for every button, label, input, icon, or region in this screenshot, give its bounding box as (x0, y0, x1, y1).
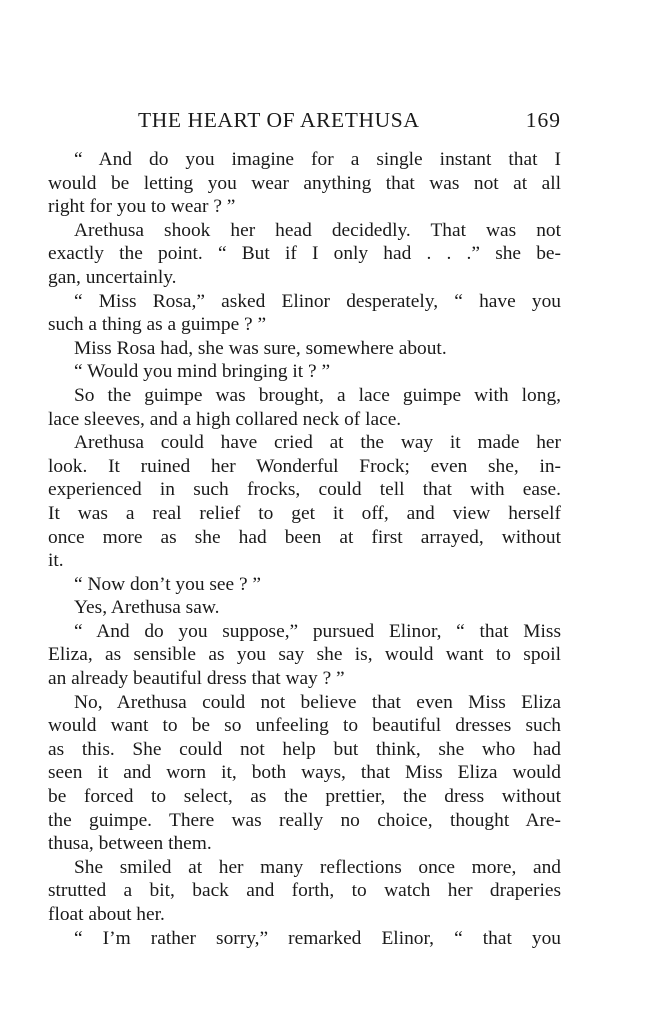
body-text (48, 148, 561, 950)
text-line: Yes, Arethusa saw. (74, 597, 220, 619)
text-line: once more as she had been at first arrayed, without (48, 526, 561, 548)
text-line: lace sleeves, and a high collared neck of lace. (48, 408, 402, 430)
text-line: Eliza, as sensible as you say she is, would want to spoil (48, 644, 561, 666)
text-line: strutted a bit, back and forth, to watch her draperies (48, 880, 561, 902)
text-line: as this. She could not help but think, she who had (48, 738, 561, 760)
text-line: Miss Rosa had, she was sure, somewhere about. (74, 337, 447, 359)
text-line: “ And do you suppose,” pursued Elinor, “ that Miss (74, 620, 561, 642)
text-line: “ And do you imagine for a single instant that I (74, 149, 561, 170)
text-line: an already beautiful dress that way ? ” (48, 668, 345, 690)
text-line: would want to be so unfeeling to beautiful dresses such (48, 715, 561, 737)
running-title: THE HEART OF ARETHUSA (138, 108, 420, 132)
text-line: right for you to wear ? ” (48, 196, 236, 218)
text-line: seen it and worn it, both ways, that Miss Eliza would (48, 762, 561, 784)
text-line: “ I’m rather sorry,” remarked Elinor, “ that you (74, 927, 561, 949)
text-line: “ Now don’t you see ? ” (74, 573, 262, 595)
text-line: such a thing as a guimpe ? ” (48, 314, 267, 336)
text-line: Arethusa shook her head decidedly. That was not (74, 219, 561, 241)
text-line: would be letting you wear anything that was not at all (48, 172, 561, 194)
text-line: it. (48, 550, 64, 572)
text-line: exactly the point. “ But if I only had . . .” she be- (48, 243, 561, 265)
text-line: the guimpe. There was really no choice, thought Are- (48, 809, 561, 831)
text-line: It was a real relief to get it off, and view herself (48, 502, 561, 524)
text-line: gan, uncertainly. (48, 266, 177, 288)
text-line: be forced to select, as the prettier, the dress without (48, 786, 561, 808)
text-line: “ Would you mind bringing it ? ” (74, 361, 331, 383)
text-line: look. It ruined her Wonderful Frock; even she, in- (48, 455, 561, 477)
text-line: No, Arethusa could not believe that even Miss Eliza (74, 691, 561, 713)
text-line: thusa, between them. (48, 833, 212, 855)
text-line: Arethusa could have cried at the way it made her (74, 432, 561, 454)
page-number: 169 (525, 108, 561, 132)
text-line: experienced in such frocks, could tell that with ease. (48, 479, 561, 501)
text-line: So the guimpe was brought, a lace guimpe with long, (74, 384, 561, 406)
text-line: “ Miss Rosa,” asked Elinor desperately, “ have you (74, 290, 561, 312)
text-line: She smiled at her many reflections once more, and (74, 856, 561, 878)
text-line: float about her. (48, 904, 165, 925)
